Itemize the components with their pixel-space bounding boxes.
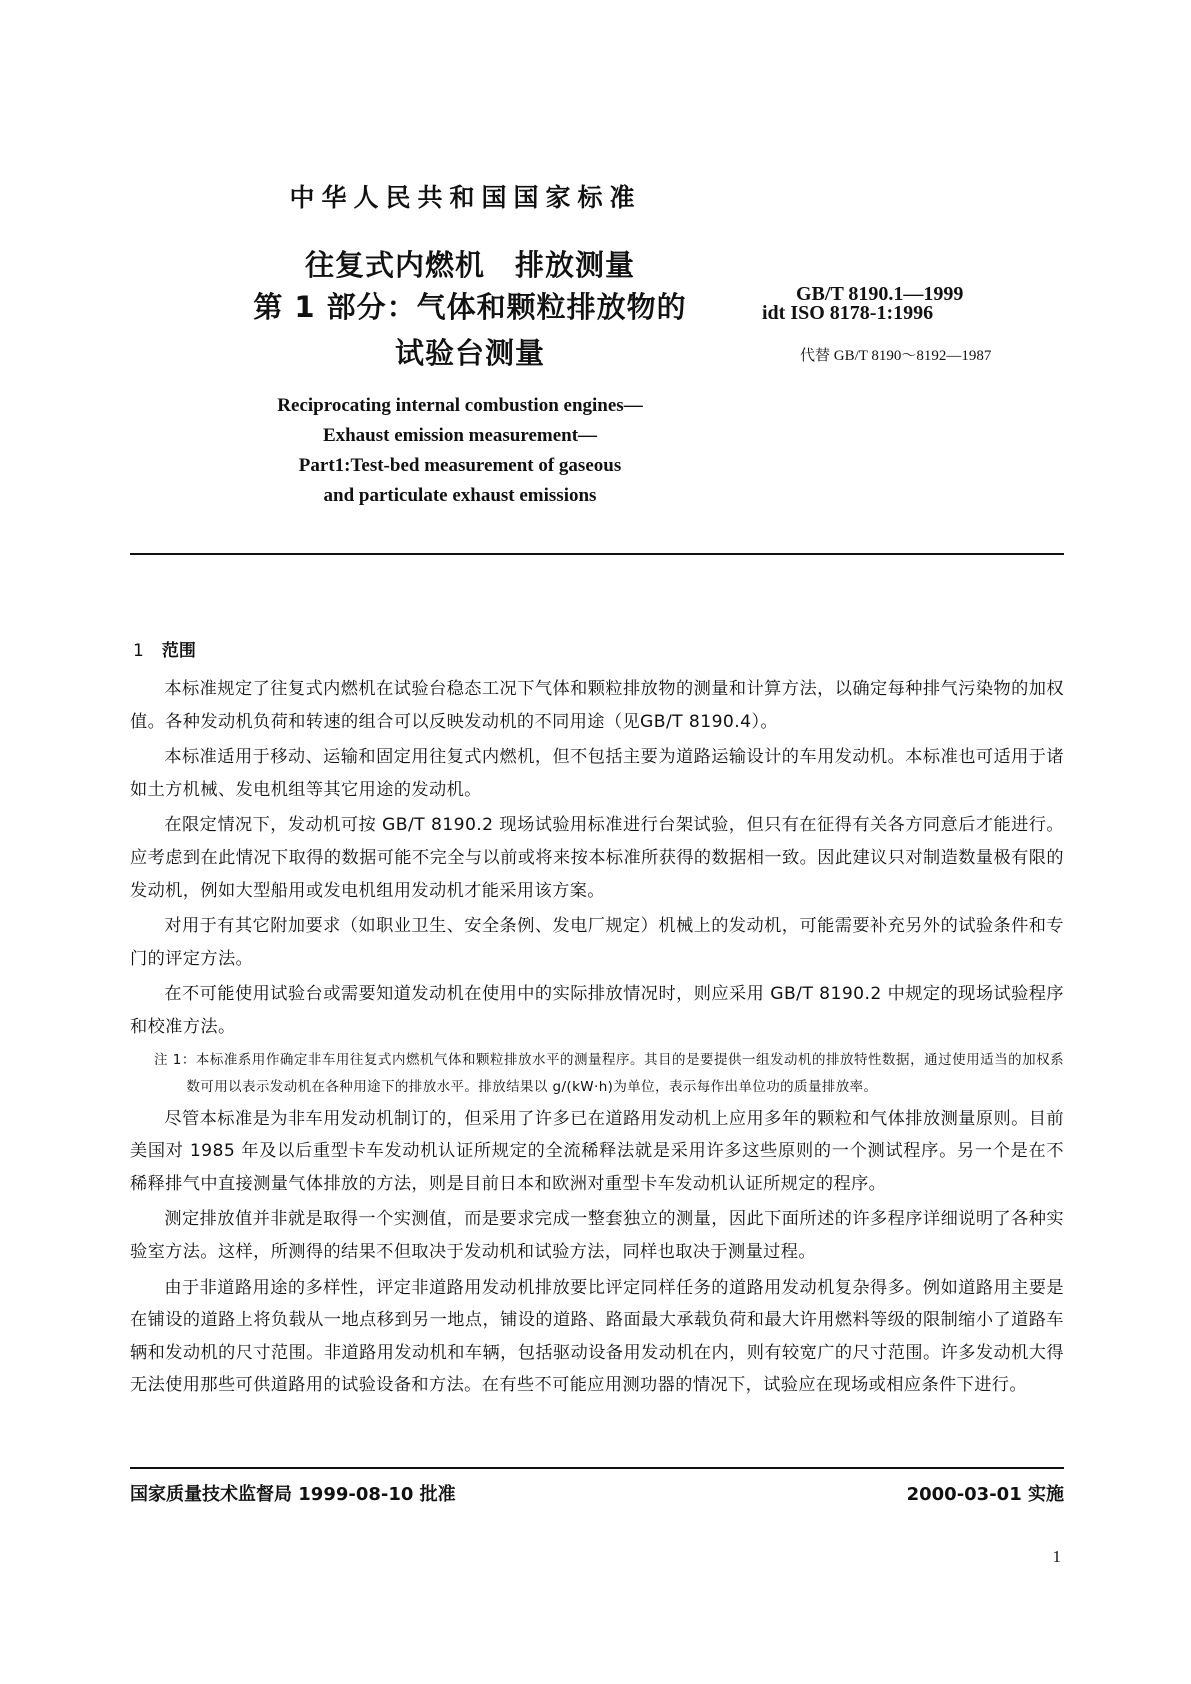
section-heading <box>133 636 196 661</box>
chinese-title-line-2: 第 1 部分：气体和颗粒排放物的 <box>253 290 687 324</box>
paragraph: 在不可能使用试验台或需要知道发动机在使用中的实际排放情况时，则应采用 GB/T 8190.2 中规定的现场试验程序和校准方法。 <box>130 984 1064 1037</box>
standard-replaces: 代替 GB/T 8190～8192—1987 <box>800 348 992 364</box>
note: 注 1：本标准系用作确定非车用往复式内燃机气体和颗粒排放水平的测量程序。其目的是要提供一组发动机的排放特性数据，通过使用适当的加权系数可用以表示发动机在各种用途下的排放水平。排放结果以 g/(kW·h)为单位，表示每作出单位功的质量排放率。 <box>154 1051 1064 1095</box>
english-title-line-1: Reciprocating internal combustion engines— <box>277 395 643 416</box>
chinese-title-line-3: 试验台测量 <box>394 336 545 370</box>
page-number: 1 <box>1052 1547 1061 1566</box>
standard-idt: idt ISO 8178-1:1996 <box>762 302 934 324</box>
paragraph: 测定排放值并非就是取得一个实测值，而是要求完成一整套独立的测量，因此下面所述的许多程序详细说明了各种实验室方法。这样，所测得的结果不但取决于发动机和试验方法，同样也取决于测量过程。 <box>130 1209 1064 1262</box>
body-text <box>130 673 1064 1405</box>
english-title-line-3: Part1:Test-bed measurement of gaseous <box>298 455 622 476</box>
header-divider <box>130 553 1064 555</box>
standard-code: GB/T 8190.1—1999 <box>796 283 964 305</box>
chinese-title-line-1: 往复式内燃机 排放测量 <box>304 248 635 282</box>
paragraph: 在限定情况下，发动机可按 GB/T 8190.2 现场试验用标准进行台架试验，但只有在征得有关各方同意后才能进行。应考虑到在此情况下取得的数据可能不完全与以前或将来按本标准所获得的数据相一致。因此建议只对制造数量极有限的发动机，例如大型船用或发电机组用发动机才能采用该方案。 <box>130 815 1064 901</box>
section-title: 范围 <box>161 641 196 661</box>
english-title-line-4: and particulate exhaust emissions <box>323 485 597 506</box>
paragraph: 本标准适用于移动、运输和固定用往复式内燃机，但不包括主要为道路运输设计的车用发动机。本标准也可适用于诸如土方机械、发电机组等其它用途的发动机。 <box>130 747 1064 800</box>
paragraph: 本标准规定了往复式内燃机在试验台稳态工况下气体和颗粒排放物的测量和计算方法，以确定每种排气污染物的加权值。各种发动机负荷和转速的组合可以反映发动机的不同用途（见GB/T 8190.4）。 <box>130 679 1064 732</box>
english-title-line-2: Exhaust emission measurement— <box>322 425 598 446</box>
implementation-date: 2000-03-01 实施 <box>906 1484 1064 1505</box>
footer-divider <box>130 1467 1064 1469</box>
paragraph: 对用于有其它附加要求（如职业卫生、安全条例、发电厂规定）机械上的发动机，可能需要补充另外的试验条件和专门的评定方法。 <box>130 916 1064 969</box>
section-number: 1 <box>133 641 144 661</box>
national-standard-header: 中华人民共和国国家标准 <box>289 183 642 212</box>
paragraph: 尽管本标准是为非车用发动机制订的，但采用了许多已在道路用发动机上应用多年的颗粒和气体排放测量原则。目前美国对 1985 年及以后重型卡车发动机认证所规定的全流稀释法就是采用许多这些原则的一个测试程序。另一个是在不稀释排气中直接测量气体排放的方法，则是目前日本和欧洲对重型卡车发动机认证所规定的程序。 <box>130 1108 1064 1194</box>
paragraph: 由于非道路用途的多样性，评定非道路用发动机排放要比评定同样任务的道路用发动机复杂得多。例如道路用主要是在铺设的道路上将负载从一地点移到另一地点，铺设的道路、路面最大承载负荷和最大许用燃料等级的限制缩小了道路车辆和发动机的尺寸范围。非道路用发动机和车辆，包括驱动设备用发动机在内，则有较宽广的尺寸范围。许多发动机大得无法使用那些可供道路用的试验设备和方法。在有些不可能应用测功器的情况下，试验应在现场或相应条件下进行。 <box>130 1277 1064 1396</box>
approval-date: 国家质量技术监督局 1999-08-10 批准 <box>130 1484 456 1505</box>
